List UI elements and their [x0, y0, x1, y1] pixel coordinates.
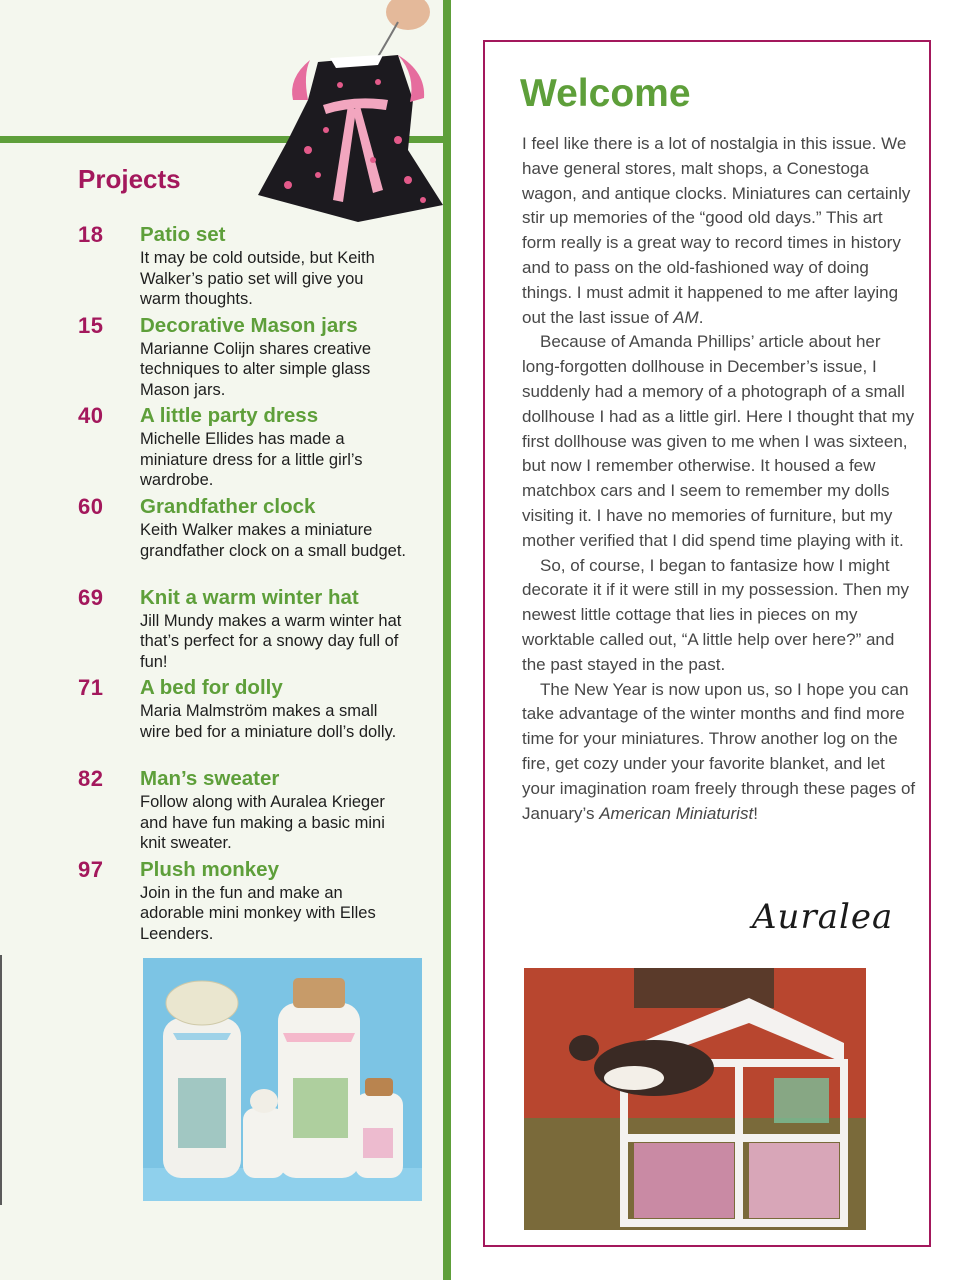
page-number: 40	[78, 403, 104, 429]
page-number: 60	[78, 494, 104, 520]
project-description: Marianne Colijn shares creative techniques to alter simple glass Mason jars.	[140, 339, 372, 399]
page-number: 15	[78, 312, 104, 338]
paragraph: Because of Amanda Phillips’ article about her long-forgotten dollhouse in December’s issue, I suddenly had a memory of a photograph of a small dollhouse I had as a little girl. Here I thought that my first dollhouse was given to me when I was sixteen, but now I remember otherwise. It housed a few matchbox cars and I seem to remember my dolls visiting it. I have no memories of furniture, but my mother verified that I did spend time playing with it.	[522, 332, 915, 550]
page-number: 97	[78, 856, 104, 882]
project-description: Join in the fun and make an adorable mini monkey with Elles Leenders.	[140, 883, 376, 943]
page-number: 18	[78, 222, 104, 247]
dollhouse-cat-photo	[524, 968, 866, 1230]
list-item[interactable]	[78, 766, 408, 857]
list-item[interactable]	[78, 494, 408, 585]
editor-letter	[522, 132, 917, 826]
paragraph	[522, 678, 917, 827]
project-title: Plush monkey	[140, 857, 279, 881]
project-description: Maria Malmström makes a small wire bed for a miniature doll’s dolly.	[140, 702, 397, 741]
project-description: Follow along with Auralea Krieger and have fun making a basic mini knit sweater.	[140, 793, 385, 853]
project-title: A bed for dolly	[140, 676, 283, 700]
signature-text: Auralea	[752, 897, 894, 937]
page-number: 69	[78, 584, 104, 610]
list-item[interactable]	[78, 403, 408, 494]
project-title: Knit a warm winter hat	[140, 585, 359, 609]
party-dress-photo	[248, 0, 448, 225]
paragraph-end: .	[698, 307, 704, 327]
italic-text: AM	[673, 307, 699, 327]
project-title: Man’s sweater	[140, 767, 280, 791]
paragraph-end: !	[753, 803, 758, 823]
list-item[interactable]	[78, 222, 408, 313]
projects-heading: Projects	[78, 164, 181, 194]
project-description: Jill Mundy makes a warm winter hat that’s perfect for a snowy day full of fun!	[140, 611, 402, 671]
list-item[interactable]	[78, 857, 408, 948]
paragraph-text: I feel like there is a lot of nostalgia in this issue. We have general stores, malt shops, a Conestoga wagon, and antique clocks. Miniatures can certainly stir up memories of the “good old days.” This art form really is a great way to record times in history and to pass on the old-fashioned way of doing things. I must admit it happened to me after laying out the last issue of	[522, 134, 911, 327]
paragraph	[522, 132, 917, 330]
paragraph: So, of course, I began to fantasize how I might decorate it if it were still in my possession. Then my newest little cottage that lies in pieces on my worktable called out, “A little help over here?” and the past stayed in the past.	[522, 555, 910, 674]
project-title: Decorative Mason jars	[140, 313, 358, 337]
list-item[interactable]	[78, 585, 408, 676]
list-item[interactable]	[78, 313, 408, 404]
page-edge-line	[0, 955, 2, 1205]
project-title: A little party dress	[140, 404, 319, 428]
project-description: It may be cold outside, but Keith Walker’s patio set will give you warm thoughts.	[140, 249, 375, 308]
italic-text: American Miniaturist	[599, 803, 754, 823]
list-item[interactable]	[78, 675, 408, 766]
signature	[752, 893, 907, 958]
project-description: Keith Walker makes a miniature grandfather clock on a small budget.	[140, 521, 406, 560]
project-title: Patio set	[140, 223, 226, 246]
paragraph-text: The New Year is now upon us, so I hope you can take advantage of the winter months and find more time for your miniatures. Throw another log on the fire, get cozy under your favorite blanket, and let your imagination roam freely through these pages of January’s	[522, 679, 916, 823]
project-list	[78, 222, 408, 948]
welcome-heading: Welcome	[520, 72, 691, 115]
mason-jars-photo	[143, 958, 422, 1201]
page-number: 82	[78, 766, 104, 792]
project-title: Grandfather clock	[140, 495, 316, 519]
page-number: 71	[78, 675, 104, 701]
project-description: Michelle Ellides has made a miniature dress for a little girl’s wardrobe.	[140, 430, 363, 490]
